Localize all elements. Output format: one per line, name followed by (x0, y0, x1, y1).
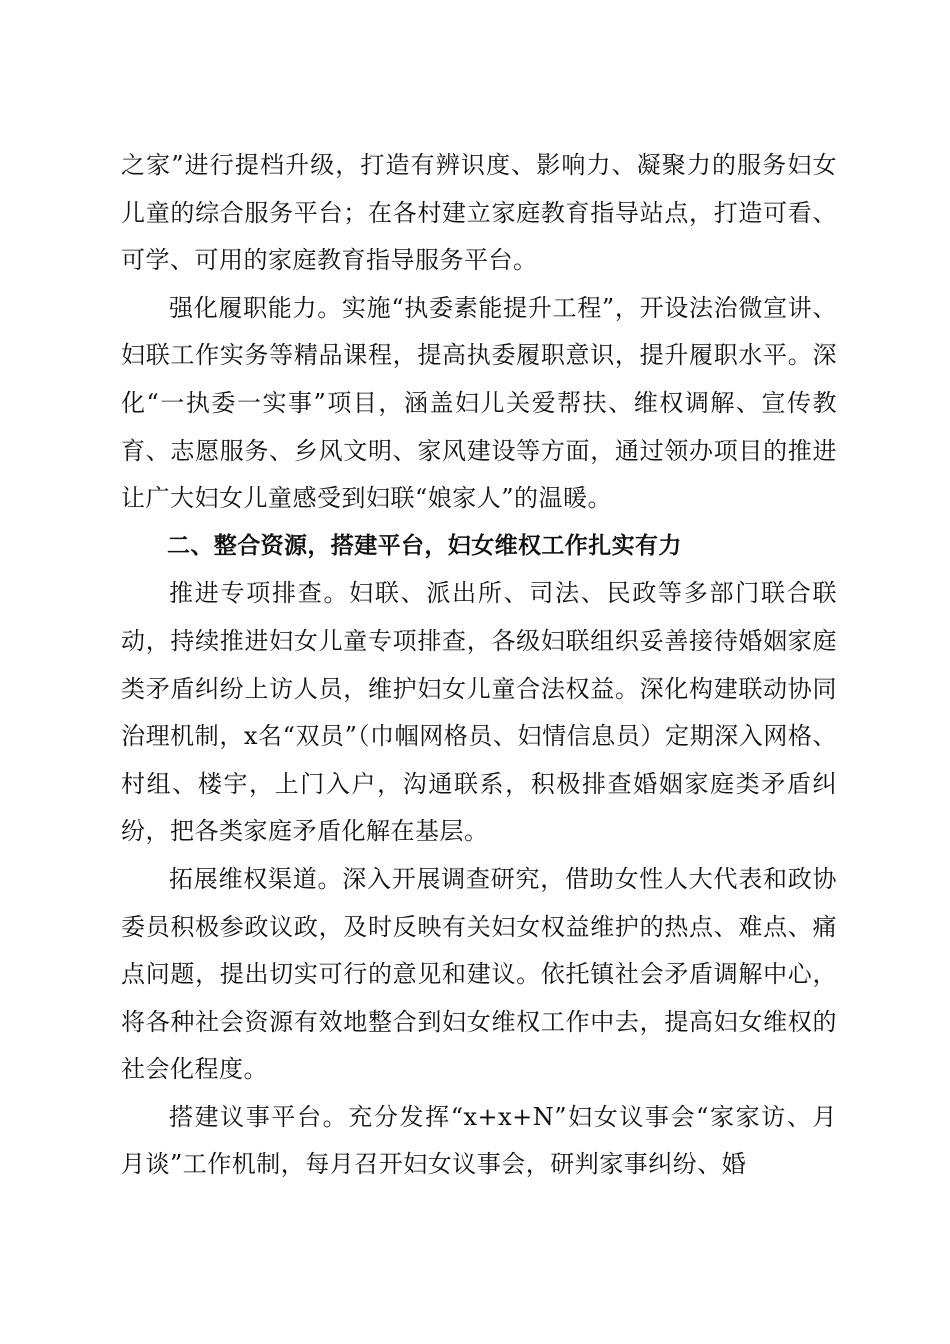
paragraph-strengthen-duty: 强化履职能力。实施“执委素能提升工程”，开设法治微宣讲、妇联工作实务等精品课程，提高执委履职意识，提升履职水平。深化“一执委一实事”项目，涵盖妇儿关爱帮扶、维权调解、宣传教育、志愿服务、乡风文明、家风建设等方面，通过领办项目的推进让广大妇女儿童感受到妇联“娘家人”的温暖。 (121, 293, 837, 513)
paragraph-deliberation-platform: 搭建议事平台。充分发挥“x+x+N”妇女议事会“家家访、月月谈”工作机制，每月召开妇女议事会，研判家事纠纷、婚 (121, 1102, 837, 1179)
paragraph-rights-channels: 拓展维权渠道。深入开展调查研究，借助女性人大代表和政协委员积极参政议政，及时反映有关妇女权益维护的热点、难点、痛点问题，提出切实可行的意见和建议。依托镇社会矛盾调解中心，将各种社会资源有效地整合到妇女维权工作中去，提高妇女维权的社会化程度。 (121, 864, 837, 1084)
paragraph-continuation: 之家”进行提档升级，打造有辨识度、影响力、凝聚力的服务妇女儿童的综合服务平台；在各村建立家庭教育指导站点，打造可看、可学、可用的家庭教育指导服务平台。 (121, 151, 837, 275)
section-heading-two: 二、整合资源，搭建平台，妇女维权工作扎实有力 (167, 532, 682, 559)
document-body (121, 142, 837, 1189)
paragraph-special-investigation: 推进专项排查。妇联、派出所、司法、民政等多部门联合联动，持续推进妇女儿童专项排查，各级妇联组织妥善接待婚姻家庭类矛盾纠纷上访人员，维护妇女儿童合法权益。深化构建联动协同治理机制，x名“双员”（巾帼网格员、妇情信息员）定期深入网格、村组、楼宇，上门入户，沟通联系，积极排查婚姻家庭类矛盾纠纷，把各类家庭矛盾化解在基层。 (121, 579, 837, 846)
